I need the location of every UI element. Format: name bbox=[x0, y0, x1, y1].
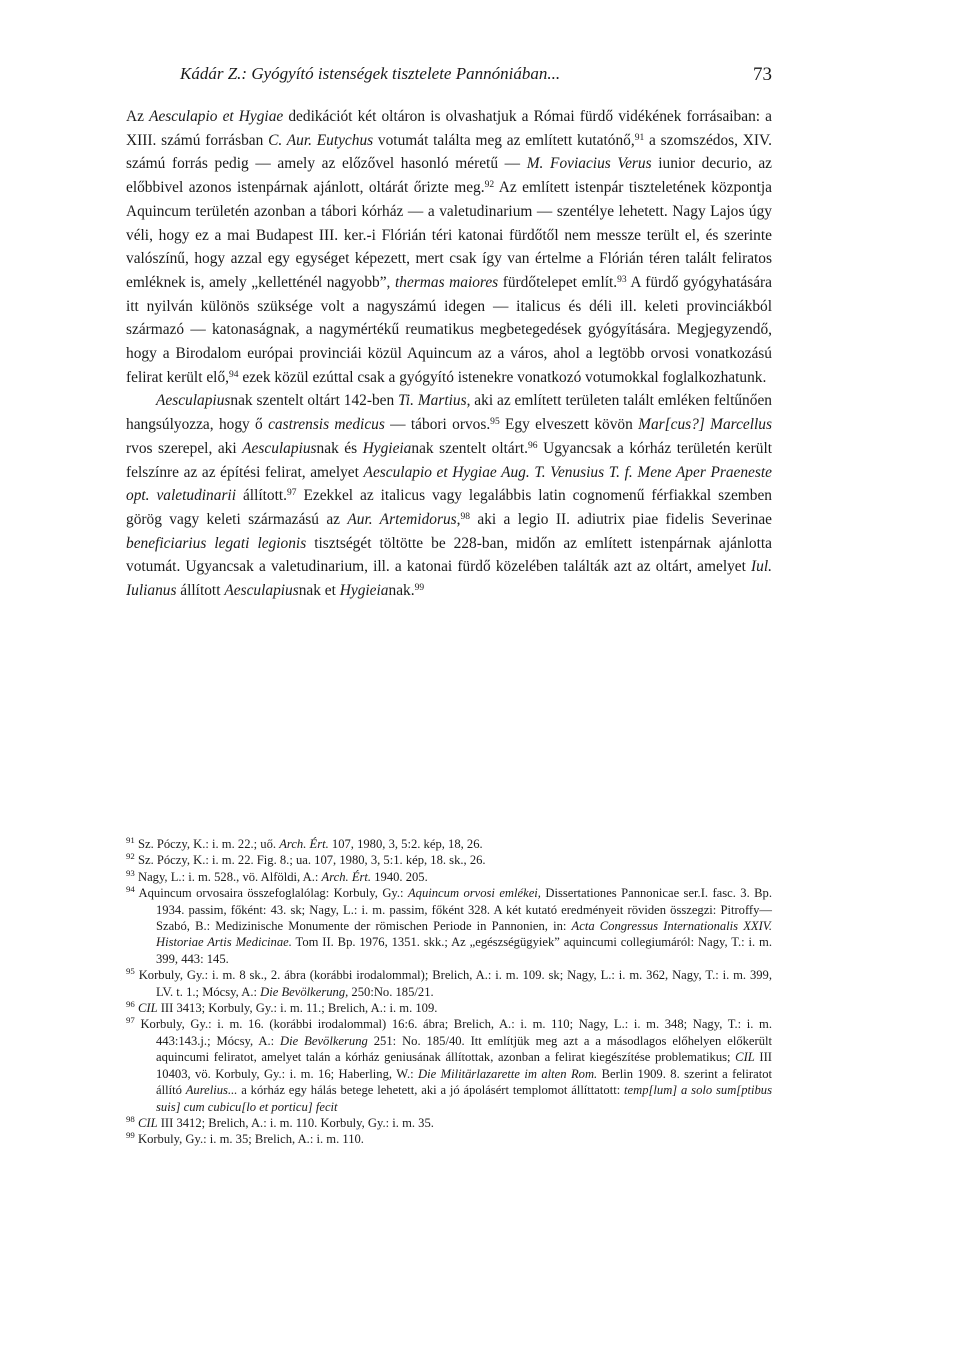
text-run: nak és bbox=[316, 439, 363, 457]
footnote-number: 96 bbox=[126, 999, 135, 1010]
footnote-93 bbox=[126, 869, 772, 885]
text-run: Ugyancsak a kórház területén került felszínre az az építési felirat, amelyet bbox=[126, 439, 773, 481]
footnote-text-run: 1940. 205. bbox=[371, 869, 428, 884]
text-run: a szomszédos, XIV. számú forrás pedig — amely az előzővel hasonló méretű — bbox=[126, 131, 772, 173]
footnote-text-run: Sz. Póczy, K.: i. m. 22. Fig. 8.; ua. 107, 1980, 3, 5:1. kép, 18. sk., 26. bbox=[137, 853, 486, 868]
italic-run: Ti. Martius bbox=[398, 392, 467, 410]
footnote-ref-92[interactable]: 92 bbox=[484, 178, 495, 190]
footnote-91 bbox=[126, 836, 772, 852]
text-run: fürdőtelepet említ. bbox=[498, 273, 618, 291]
italic-run: Aesculapio et Hygiae Aug. T. Venusius T. f. Mene Aper Praeneste opt. valetudinarii bbox=[126, 463, 772, 505]
footnote-text-run: Korbuly, Gy.: i. m. 8 sk., 2. ábra (korábbi irodalommal); Brelich, A.: i. m. 109. sk; Nagy, L.: i. m. 362, Nagy, T.: i. m. 399, LV. t. 1.; Mócsy, A.: bbox=[138, 968, 773, 999]
footnote-text-run: a kórház egy hálás betege lehetett, aki a jó ápolásért templomot állíttatott: bbox=[237, 1083, 625, 1098]
footnote-text-run: Dissertationes Pannonicae ser.I. fasc. 3. Bp. 1934. passim, főként: 43. sk; Nagy, L.: i. m. passim, főként 328. A két kutató eredményeit röviden összegzi: Pitroffy—Szabó, B.: Medizinische Monumente der römischen Periode in Pannonien, in: bbox=[156, 886, 772, 934]
text-run: Egy elveszett kövön bbox=[499, 416, 639, 434]
italic-run: Aur. Artemidorus bbox=[347, 510, 457, 528]
footnote-ref-94[interactable]: 94 bbox=[229, 368, 239, 380]
italic-run: Aesculapio et Hygiae bbox=[149, 108, 284, 125]
footnote-italic-run: Arch. Ért. bbox=[279, 837, 329, 851]
footnote-ref-95[interactable]: 95 bbox=[490, 415, 500, 427]
footnote-text-run: Tom II. Bp. 1976, 1351. skk.; Az „egészségügyiek” aquincumi collegiumáról: Nagy, T.: i. m. 399, 443: 145. bbox=[156, 935, 772, 966]
footnote-italic-run: Aquincum orvosi emlékei, bbox=[407, 886, 541, 901]
footnote-italic-run: Arch. Ért. bbox=[321, 869, 372, 884]
footnote-94 bbox=[126, 885, 772, 967]
italic-run: Iul. Iulianus bbox=[126, 558, 772, 600]
footnote-text-run: Korbuly, Gy.: i. m. 35; Brelich, A.: i. m. 110. bbox=[137, 1132, 364, 1147]
footnote-ref-96[interactable]: 96 bbox=[528, 439, 538, 451]
text-run: nak szentelt oltárt 142-ben bbox=[230, 392, 399, 410]
footnote-italic-run: CIL bbox=[735, 1050, 755, 1065]
footnote-text-run: Berlin 1909. 8. szerint a feliratot állító bbox=[156, 1066, 773, 1098]
footnote-number: 95 bbox=[126, 966, 135, 977]
italic-run: castrensis medicus bbox=[268, 416, 385, 434]
footnote-number: 91 bbox=[126, 835, 135, 846]
text-run: Ezekkel az italicus vagy legalábbis latin cognomenű férfiakkal szemben görög vagy keleti származású az bbox=[126, 487, 772, 528]
footnote-ref-98[interactable]: 98 bbox=[460, 510, 471, 522]
footnote-italic-run: Die Bevölkerung bbox=[280, 1033, 368, 1048]
italic-run: Hygieia bbox=[339, 582, 389, 600]
text-run: nak szentelt oltárt. bbox=[411, 439, 529, 457]
footnote-text-run: III 10403, vö. Korbuly, Gy.: i. m. 16; Haberling, W.: bbox=[156, 1050, 772, 1081]
text-run: A fürdő gyógyhatására itt nyilván különös szüksége volt a nagyszámú idegen — italicus és déli ill. keleti provinciákból származó — katonaságnak, a nagymértékű reumatikus megbetegedések gyógyítására. Megjegyzendő, hogy a Birodalom európai provinciái közül Aquincum az a város, ahol a legtöbb orvosi vonatkozású felirat került elő, bbox=[126, 273, 773, 386]
text-run: Az bbox=[126, 108, 150, 125]
footnote-text-run: Aquincum orvosaira összefoglalólag: Korbuly, Gy.: bbox=[138, 886, 408, 901]
text-run: iunior decurio, az előbbivel azonos istenpárnak ajánlott, oltárát őrizte meg. bbox=[126, 155, 772, 197]
header-title: Kádár Z.: Gyógyító istenségek tisztelete Pannóniában... bbox=[180, 64, 561, 83]
page-number: 73 bbox=[753, 64, 772, 85]
italic-run: Aesculapius bbox=[156, 392, 231, 410]
footnote-text-run: Sz. Póczy, K.: i. m. 22.; uő. bbox=[137, 837, 280, 851]
text-run: állított. bbox=[236, 487, 287, 505]
footnote-92 bbox=[126, 852, 772, 868]
footnote-number: 93 bbox=[126, 867, 135, 878]
footnote-96 bbox=[126, 1000, 772, 1016]
footnote-95 bbox=[126, 967, 772, 1000]
italic-run: thermas maiores bbox=[394, 273, 499, 291]
footnote-italic-run: CIL bbox=[137, 1001, 158, 1016]
text-run: , bbox=[456, 510, 461, 528]
footnote-text-run: 250:No. 185/21. bbox=[348, 984, 434, 999]
footnote-text-run: 107, 1980, 3, 5:2. kép, 18, 26. bbox=[328, 837, 483, 851]
italic-run: Hygieia bbox=[362, 439, 412, 457]
paragraph-1 bbox=[126, 105, 772, 389]
text-run: tisztségét töltötte be 228-ban, midőn az említett istenpárnak ajánlotta votumát. Ugyancsak a valetudinarium, ill. a katonai fürdő közelében találták azt az oltárt, amelyet bbox=[126, 534, 772, 576]
footnote-text-run: III 3413; Korbuly, Gy.: i. m. 11.; Brelich, A.: i. m. 109. bbox=[157, 1001, 438, 1016]
footnote-number: 99 bbox=[126, 1130, 135, 1141]
footnote-number: 98 bbox=[126, 1114, 135, 1125]
footnote-99 bbox=[126, 1131, 772, 1147]
italic-run: C. Aur. Eutychus bbox=[268, 131, 374, 149]
text-run: Az említett istenpár tiszteletének központja Aquincum területén azonban a tábori kórház — a valetudinarium — szentélye lehetett. Nagy Lajos úgy véli, hogy ez a mai Budapest III. ker.-i Flórián téri katonai fürdőtől nem messze terült el, és szerinte valószínű, hogy azzal egy egységet képezett, mert csak így van értelme a Flórián téren talált feliratos emléknek is, amely „kelletténél nagyobb”, bbox=[126, 179, 772, 291]
footnote-number: 92 bbox=[126, 851, 135, 862]
footnote-98 bbox=[126, 1115, 772, 1131]
text-run: — tábori orvos. bbox=[384, 416, 491, 434]
footnote-text-run: 251: No. 185/40. Itt említjük meg azt a a másodlagos előhelyen előkerült aquincumi feliratot, amelyet talán a kórház geniusának állítottak, azonban a felirat kiegészítése problematikus; bbox=[156, 1033, 772, 1065]
italic-run: Aesculapius bbox=[224, 582, 299, 600]
text-run: nak et bbox=[298, 582, 340, 600]
paragraph-2 bbox=[126, 389, 772, 602]
footnote-ref-99[interactable]: 99 bbox=[414, 581, 425, 593]
footnote-number: 94 bbox=[126, 884, 135, 895]
running-header bbox=[180, 64, 772, 90]
italic-run: M. Foviacius Verus bbox=[526, 155, 652, 173]
footnote-italic-run: Die Bevölkerung, bbox=[260, 984, 349, 999]
text-run: nak. bbox=[388, 582, 415, 600]
text-run: aki a legio II. adiutrix piae fidelis Severinae bbox=[470, 510, 773, 528]
footnote-text-run: Korbuly, Gy.: i. m. 16. (korábbi irodalommal) 16:6. ábra; Brelich, A.: i. m. 110; Nagy, L.: i. m. 348; Nagy, T.: i. m. 443:143.j.; Mócsy, A.: bbox=[140, 1017, 772, 1048]
footnote-italic-run: temp[lum] a solo sum[ptibus suis] cum cubicu[lo et porticu] fecit bbox=[156, 1083, 772, 1114]
italic-run: Aesculapius bbox=[242, 439, 317, 457]
footnote-italic-run: Acta Congressus Internationalis XXIV. Historiae Artis Medicinae. bbox=[156, 919, 773, 950]
text-run: ezek közül ezúttal csak a gyógyító istenekre vonatkozó votumokkal foglalkozhatunk. bbox=[238, 368, 767, 386]
footnote-97 bbox=[126, 1016, 772, 1114]
footnote-italic-run: CIL bbox=[137, 1115, 158, 1130]
italic-run: beneficiarius legati legionis bbox=[126, 534, 307, 552]
footnote-text-run: Nagy, L.: i. m. 528., vö. Alföldi, A.: bbox=[137, 869, 322, 884]
footnote-number: 97 bbox=[126, 1015, 135, 1026]
text-run: rvos szerepel, aki bbox=[126, 439, 243, 457]
footnote-ref-91[interactable]: 91 bbox=[634, 131, 645, 143]
footnote-italic-run: Die Militärlazarette im alten Rom. bbox=[418, 1066, 598, 1081]
footnote-text-run: III 3412; Brelich, A.: i. m. 110. Korbuly, Gy.: i. m. 35. bbox=[157, 1115, 434, 1130]
text-run: dedikációt két oltáron is olvashatjuk a Római fürdő vidékének forrásaiban: a XIII. számú forrásban bbox=[126, 108, 772, 149]
footnote-ref-97[interactable]: 97 bbox=[287, 487, 297, 498]
footnotes bbox=[126, 836, 772, 1148]
text-run: votumát találta meg az említett kutatónő, bbox=[373, 131, 635, 149]
text-run: , aki az említett területen talált emléken feltűnően hangsúlyozza, hogy ő bbox=[126, 392, 772, 434]
italic-run: Mar[cus?] Marcellus bbox=[638, 416, 772, 434]
text-run: állított bbox=[176, 582, 225, 600]
footnote-ref-93[interactable]: 93 bbox=[617, 273, 627, 285]
footnote-italic-run: Aurelius... bbox=[185, 1083, 238, 1098]
main-text bbox=[126, 105, 772, 603]
